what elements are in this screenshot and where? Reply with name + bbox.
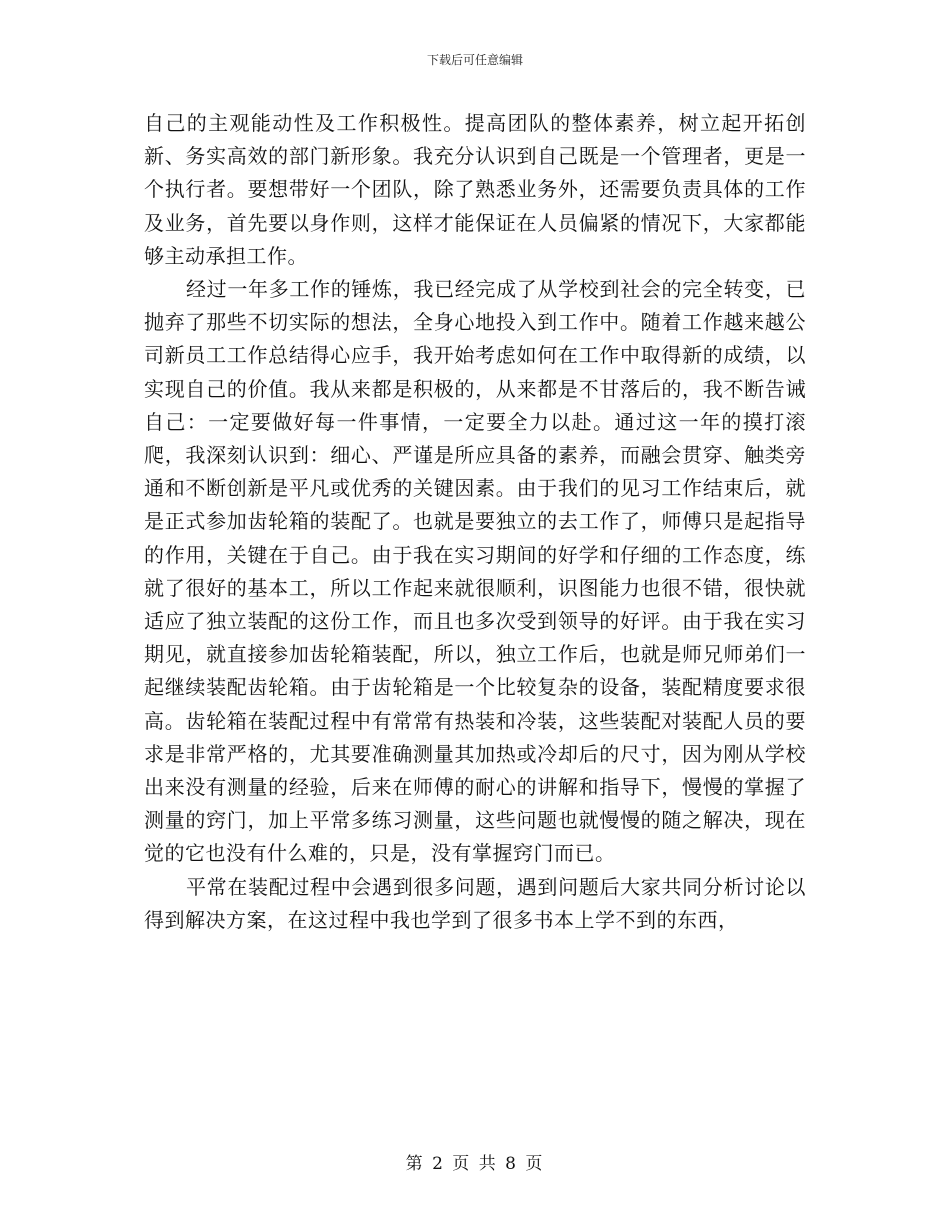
paragraph-1: 自己的主观能动性及工作积极性。提高团队的整体素养，树立起开拓创新、务实高效的部门新形象。我充分认识到自己既是一个管理者，更是一个执行者。要想带好一个团队，除了熟悉业务外，还需要负责具体的工作及业务，首先要以身作则，这样才能保证在人员偏紧的情况下，大家都能够主动承担工作。 <box>144 111 806 268</box>
paragraph-3: 平常在装配过程中会遇到很多问题，遇到问题后大家共同分析讨论以得到解决方案，在这过程中我也学到了很多书本上学不到的东西， <box>144 874 806 932</box>
page-header: 下载后可任意编辑 <box>426 53 523 67</box>
paragraph-2: 经过一年多工作的锤炼，我已经完成了从学校到社会的完全转变，已抛弃了那些不切实际的想法，全身心地投入到工作中。随着工作越来越公司新员工工作总结得心应手，我开始考虑如何在工作中取得新的成绩，以实现自己的价值。我从来都是积极的，从来都是不甘落后的，我不断告诫自己：一定要做好每一件事情，一定要全力以赴。通过这一年的摸打滚爬，我深刻认识到：细心、严谨是所应具备的素养，而融会贯穿、触类旁通和不断创新是平凡或优秀的关键因素。由于我们的见习工作结束后，就是正式参加齿轮箱的装配了。也就是要独立的去工作了，师傅只是起指导的作用，关键在于自己。由于我在实习期间的好学和仔细的工作态度，练就了很好的基本工，所以工作起来就很顺利，识图能力也很不错，很快就适应了独立装配的这份工作，而且也多次受到领导的好评。由于我在实习期见，就直接参加齿轮箱装配，所以，独立工作后，也就是师兄师弟们一起继续装配齿轮箱。由于齿轮箱是一个比较复杂的设备，装配精度要求很高。齿轮箱在装配过程中有常常有热装和冷装，这些装配对装配人员的要求是非常严格的，尤其要准确测量其加热或冷却后的尺寸，因为刚从学校出来没有测量的经验，后来在师傅的耐心的讲解和指导下，慢慢的掌握了测量的窍门，加上平常多练习测量，这些问题也就慢慢的随之解决，现在觉的它也没有什么难的，只是，没有掌握窍门而已。 <box>144 277 806 866</box>
page-footer: 第 2 页 共 8 页 <box>405 1154 545 1174</box>
document-body <box>144 107 806 937</box>
